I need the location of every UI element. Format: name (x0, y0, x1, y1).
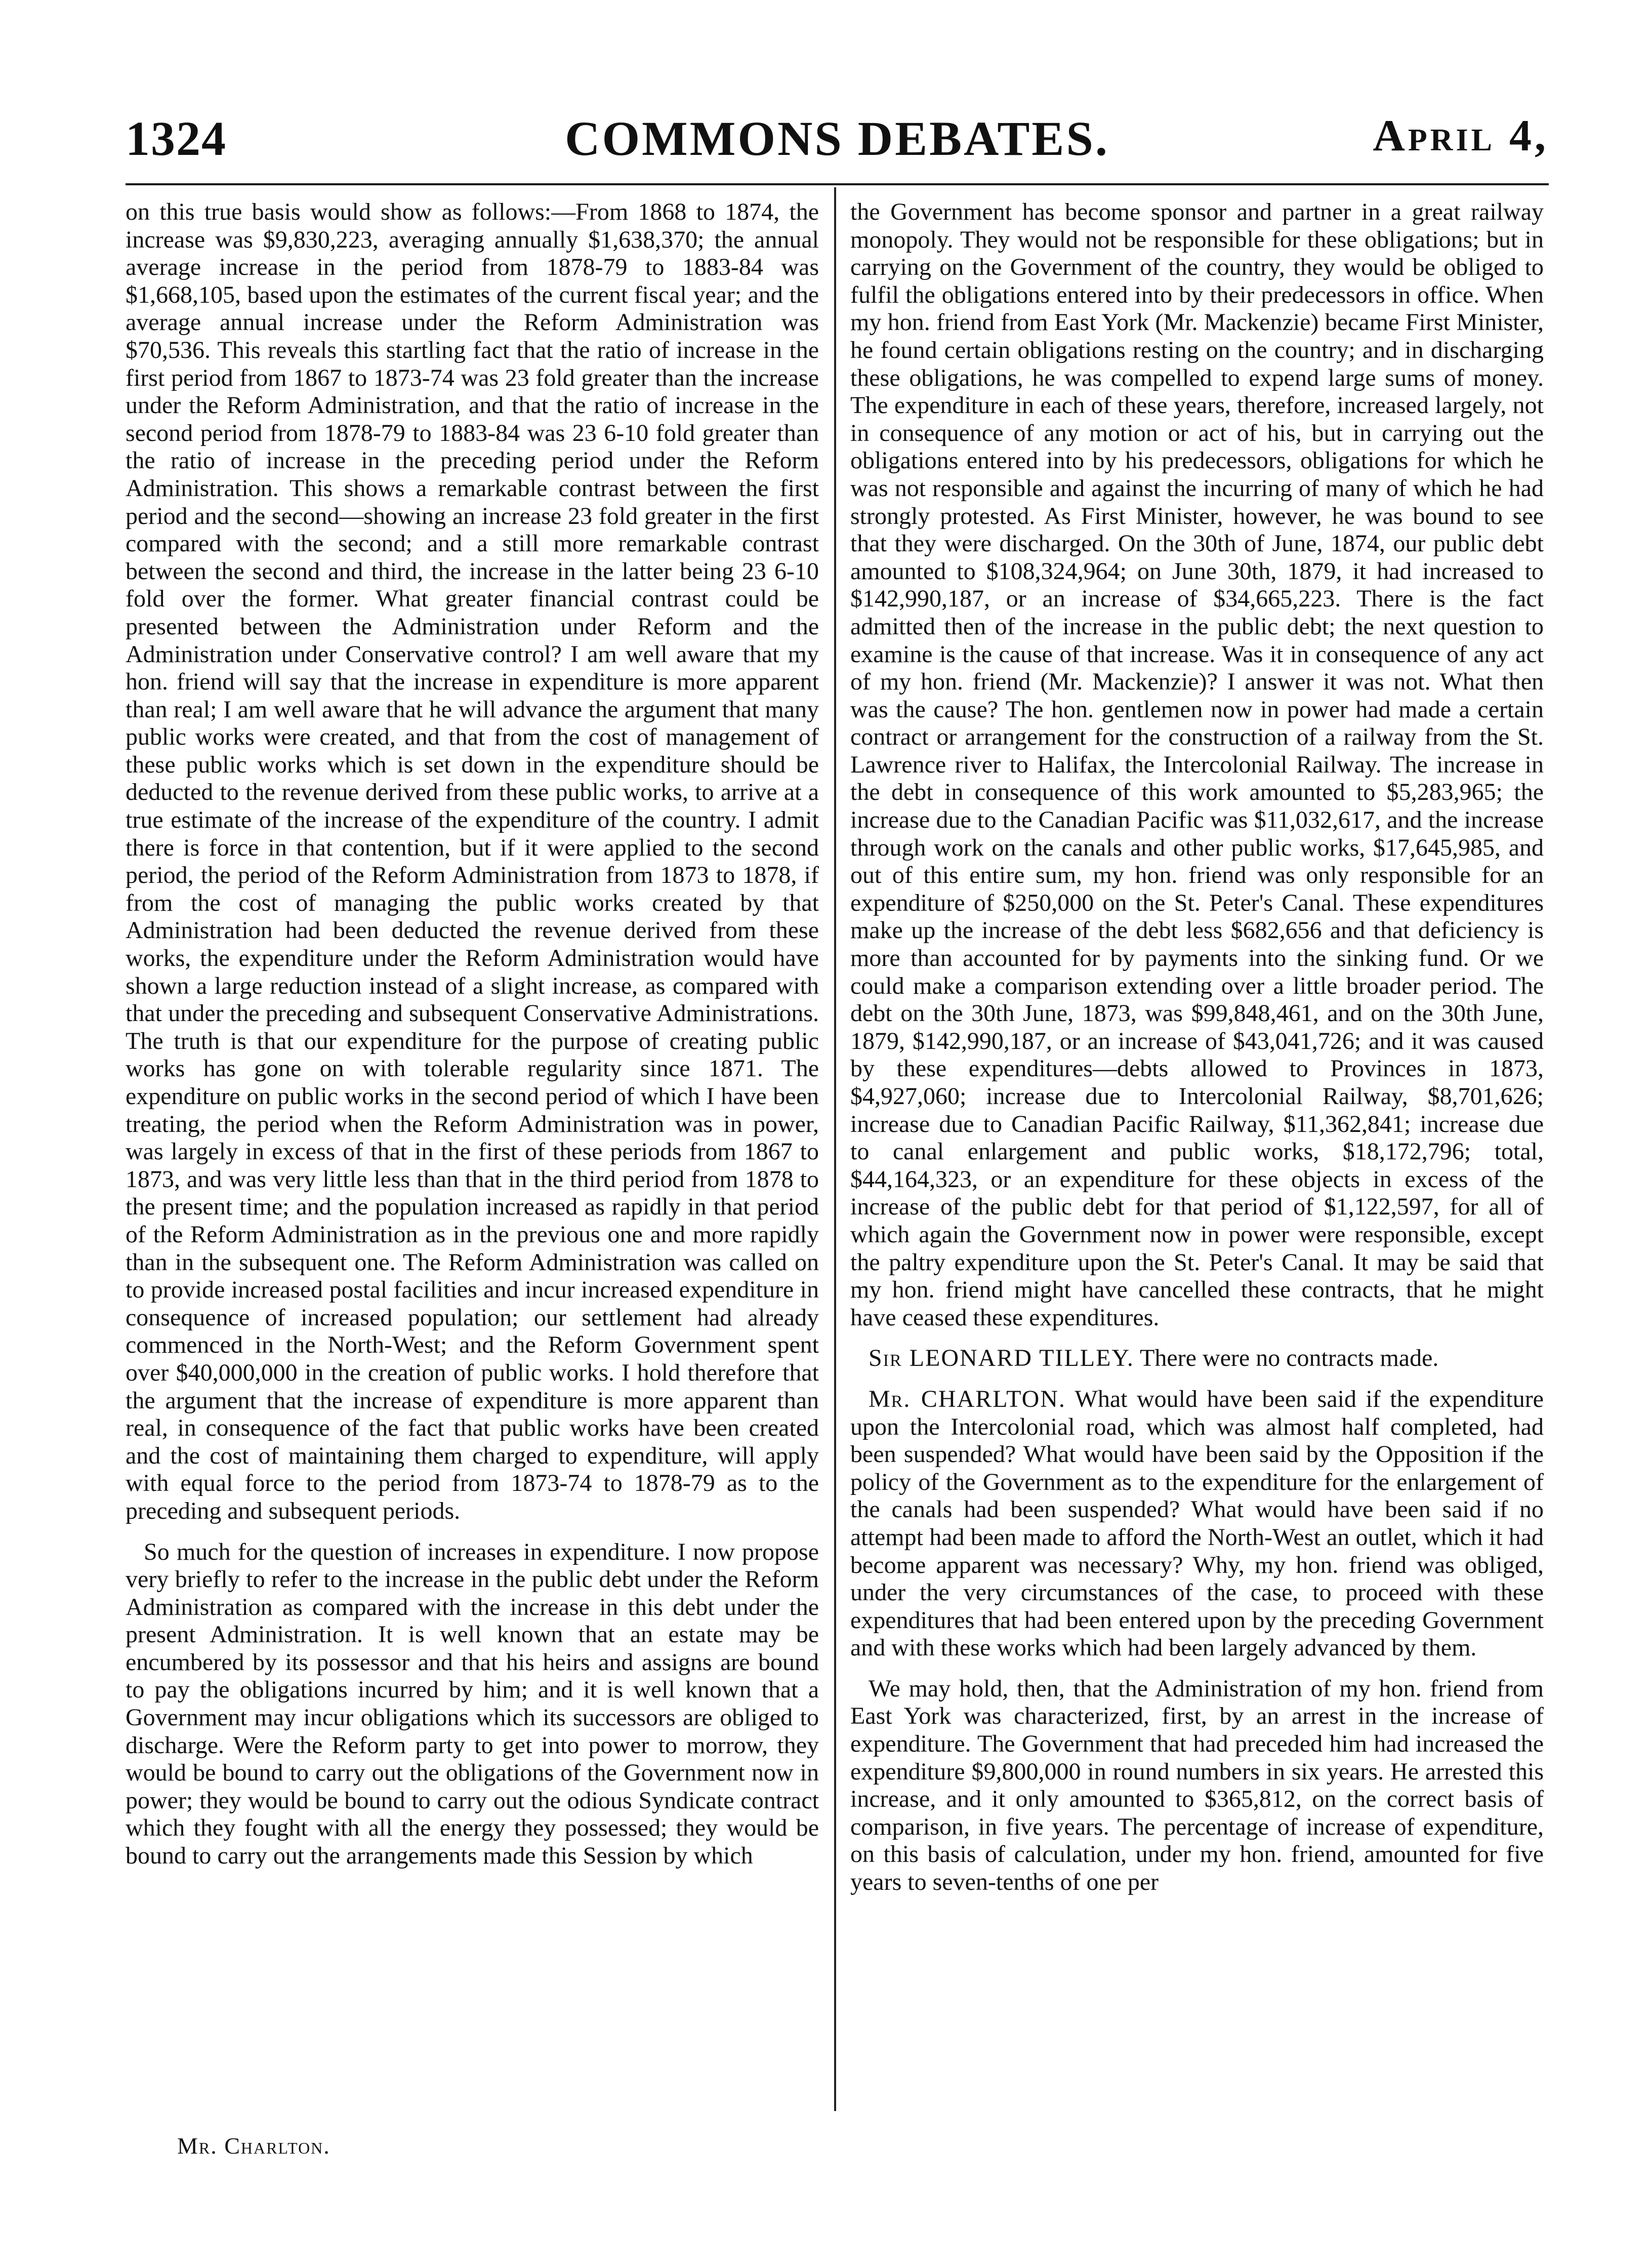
left-paragraph-2: So much for the question of increases in expenditure. I now propose very briefly to refer to the increase in the public debt under the Reform Administration as compared with the increase in this debt under the present Administration. It is well known that an estate may be encumbered by its possessor and that his heirs and assigns are bound to pay the obligations incurred by him; and it is well known that a Government may incur obligations which its successors are obliged to discharge. Were the Reform party to get into power to morrow, they would be bound to carry out the obligations of the Government now in power; they would be bound to carry out the odious Syndicate contract which they fought with all the energy they possessed; they would be bound to carry out the arrangements made this Session by which (126, 1538, 819, 1870)
right-paragraph-4: We may hold, then, that the Administration of my hon. friend from East York was characterized, first, by an arrest in the increase of expenditure. The Government that had preceded him had increased the expenditure $9,800,000 in round numbers in six years. He arrested this increase, and it only amounted to $365,812, on the correct basis of comparison, in five years. The percentage of increase of expenditure, on this basis of calculation, under my hon. friend, amounted for five years to seven-tenths of one per (850, 1675, 1544, 1896)
running-title: COMMONS DEBATES. (565, 111, 1109, 166)
tilley-remark: There were no contracts made. (1140, 1345, 1439, 1372)
speaker-tilley: Sir LEONARD TILLEY. (869, 1345, 1134, 1372)
footer-signature: Mr. Charlton. (177, 2133, 331, 2159)
charlton-remark: What would have been said if the expenditure upon the Intercolonial road, which was almost half completed, had been suspended? What would have been said by the Opposition if the policy of the Government as to the expenditure for the enlargement of the canals had been suspended? What would have been said if no attempt had been made to afford the North-West an outlet, which it had become apparent was necessary? Why, my hon. friend was obliged, under the very circumstances of the case, to proceed with these expenditures that had been entered upon by the preceding Government and with these works which had been largely advanced by them. (850, 1385, 1544, 1662)
right-paragraph-1: the Government has become sponsor and partner in a great railway monopoly. They would not be responsible for these obligations; but in carrying on the Government of the country, they would be obliged to fulfil the obligations entered into by their predecessors in office. When my hon. friend from East York (Mr. Mackenzie) became First Minister, he found certain obligations resting on the country; and in discharging these obligations, he was compelled to expend large sums of money. The expenditure in each of these years, therefore, increased largely, not in consequence of any motion or act of his, but in carrying out the obligations entered into by his predecessors, obligations for which he was not responsible and against the incurring of many of which he had strongly protested. As First Minister, however, he was bound to see that they were discharged. On the 30th of June, 1874, our public debt amounted to $108,324,964; on June 30th, 1879, it had increased to $142,990,187, or an increase of $34,665,223. There is the fact admitted then of the increase in the public debt; the next question to examine is the cause of that increase. Was it in consequence of any act of my hon. friend (Mr. Mackenzie)? I answer it was not. What then was the cause? The hon. gentlemen now in power had made a certain contract or arrangement for the construction of a railway from the St. Lawrence river to Halifax, the Intercolonial Railway. The increase in the debt in consequence of this work amounted to $5,283,965; the increase due to the Canadian Pacific was $11,032,617, and the increase through work on the canals and other public works, $17,645,985, and out of this entire sum, my hon. friend was only responsible for an expenditure of $250,000 on the St. Peter's Canal. These expenditures make up the increase of the debt less $682,656 and that deficiency is more than accounted for by payments into the sinking fund. Or we could make a comparison extending over a little broader period. The debt on the 30th June, 1873, was $99,848,461, and on the 30th June, 1879, $142,990,187, or an increase of $43,041,726; and it was caused by these expenditures—debts allowed to Provinces in 1873, $4,927,060; increase due to Intercolonial Railway, $8,701,626; increase due to Canadian Pacific Railway, $11,362,841; increase due to canal enlargement and public works, $18,172,796; total, $44,164,323, or an expenditure for these objects in excess of the increase of the public debt for that period of $1,122,597, for all of which again the Government now in power were responsible, except the paltry expenditure upon the St. Peter's Canal. It may be said that my hon. friend might have cancelled these contracts, that he might have ceased these expenditures. (850, 198, 1544, 1331)
page-number: 1324 (126, 111, 227, 166)
right-paragraph-2 (850, 1345, 1544, 1372)
header-rule (126, 183, 1549, 185)
speaker-charlton: Mr. CHARLTON. (869, 1385, 1066, 1412)
page-header (126, 110, 1549, 171)
right-column (850, 198, 1544, 1896)
left-paragraph-1: on this true basis would show as follows:—From 1868 to 1874, the increase was $9,830,223, averaging annually $1,638,370; the annual average increase in the period from 1878-79 to 1883-84 was $1,668,105, based upon the estimates of the current fiscal year; and the average annual increase under the Reform Administration was $70,536. This reveals this startling fact that the ratio of increase in the first period from 1867 to 1873-74 was 23 fold greater than the increase under the Reform Administration, and that the ratio of increase in the second period from 1878-79 to 1883-84 was 23 6-10 fold greater than the ratio of increase in the preceding period under the Reform Administration. This shows a remarkable contrast between the first period and the second—showing an increase 23 fold greater in the first compared with the second; and a still more remarkable contrast between the second and third, the increase in the latter being 23 6-10 fold over the former. What greater financial contrast could be presented between the Administration under Reform and the Administration under Conservative control? I am well aware that my hon. friend will say that the increase in expenditure is more apparent than real; I am well aware that he will advance the argument that many public works were created, and that from the cost of management of these public works which is set down in the expenditure should be deducted to the revenue derived from these public works, to arrive at a true estimate of the increase of the expenditure of the country. I admit there is force in that contention, but if it were applied to the second period, the period of the Reform Administration from 1873 to 1878, if from the cost of managing the public works created by that Administration had been deducted the revenue derived from these works, the expenditure under the Reform Administration would have shown a large reduction instead of a slight increase, as compared with that under the preceding and subsequent Conservative Administrations. The truth is that our expenditure for the purpose of creating public works has gone on with tolerable regularity since 1871. The expenditure on public works in the second period of which I have been treating, the period when the Reform Administration was in power, was largely in excess of that in the first of these periods from 1867 to 1873, and was very little less than that in the third period from 1878 to the present time; and the population increased as rapidly in that period of the Reform Administration as in the previous one and more rapidly than in the subsequent one. The Reform Administration was called on to provide increased postal facilities and incur increased expenditure in consequence of increased population; our settlement had already commenced in the North-West; and the Reform Government spent over $40,000,000 in the creation of public works. I hold therefore that the argument that the increase of expenditure is more apparent than real, in consequence of the fact that public works have been created and the cost of maintaining them charged to expenditure, will apply with equal force to the period from 1873-74 to 1878-79 as to the preceding and subsequent periods. (126, 198, 819, 1524)
right-paragraph-3 (850, 1386, 1544, 1662)
header-date: April 4, (1373, 111, 1549, 160)
column-divider (834, 187, 836, 2111)
left-column (126, 198, 819, 1870)
